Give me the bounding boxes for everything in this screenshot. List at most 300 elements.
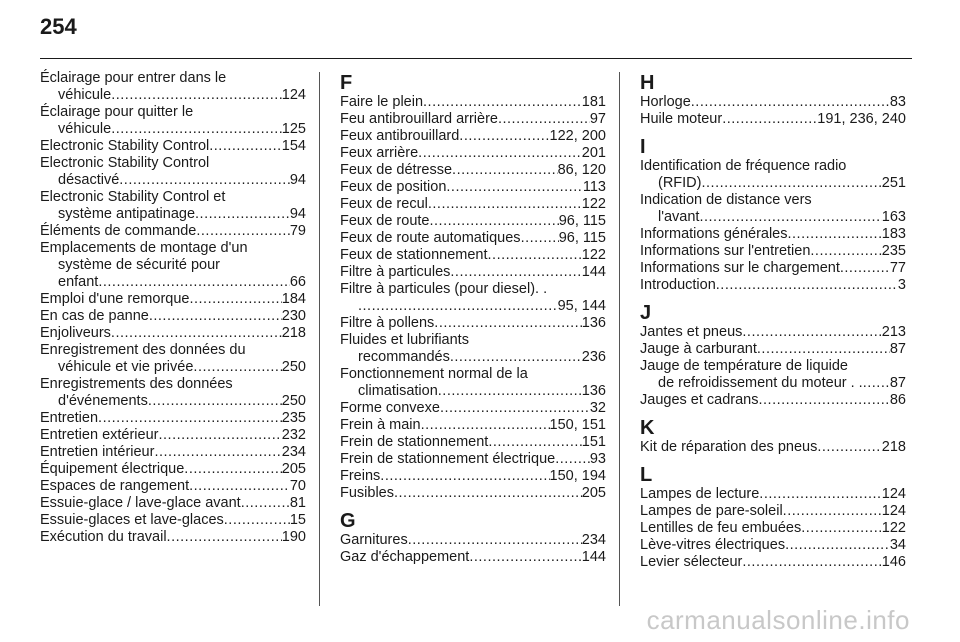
index-entry-pages: 94 bbox=[289, 172, 306, 188]
index-entry-pages: 234 bbox=[581, 532, 606, 548]
dot-leader bbox=[428, 196, 582, 213]
index-entry bbox=[340, 162, 606, 179]
dot-leader bbox=[702, 175, 882, 192]
index-entry-pages: 163 bbox=[881, 209, 906, 225]
index-entry-line bbox=[340, 281, 606, 298]
index-entry-pages: 236 bbox=[581, 349, 606, 365]
index-entry-term: désactivé bbox=[58, 172, 120, 188]
column-divider bbox=[619, 72, 620, 606]
index-entry-term: Informations sur le chargement bbox=[640, 260, 840, 276]
index-entry-line bbox=[340, 400, 606, 417]
index-entry-line bbox=[640, 341, 906, 358]
index-entry-line bbox=[340, 349, 606, 366]
index-entry-term: Fusibles bbox=[340, 485, 394, 501]
index-entry-line bbox=[640, 358, 906, 375]
index-entry-term: Éclairage pour entrer dans le bbox=[40, 70, 227, 86]
dot-leader bbox=[209, 138, 282, 155]
index-entry-term: système antipatinage bbox=[58, 206, 196, 222]
index-entry-term: Kit de réparation des pneus bbox=[640, 439, 818, 455]
index-entry bbox=[340, 281, 606, 315]
index-entry-term: Electronic Stability Control bbox=[40, 138, 210, 154]
index-entry-term: Emploi d'une remorque bbox=[40, 291, 190, 307]
index-entry-line bbox=[40, 376, 306, 393]
dot-leader bbox=[742, 324, 881, 341]
index-entry bbox=[40, 427, 306, 444]
index-entry-pages: 234 bbox=[281, 444, 306, 460]
index-entry-pages: 151 bbox=[581, 434, 606, 450]
index-entry-term: Essuie-glace / lave-glace avant bbox=[40, 495, 241, 511]
dot-leader bbox=[434, 315, 582, 332]
dot-leader bbox=[488, 247, 582, 264]
index-entry-line bbox=[40, 308, 306, 325]
index-entry bbox=[340, 315, 606, 332]
dot-leader bbox=[691, 94, 890, 111]
index-entry-line bbox=[340, 145, 606, 162]
index-entry bbox=[340, 111, 606, 128]
index-entry-line bbox=[640, 554, 906, 571]
index-entry-term: Frein à main bbox=[340, 417, 421, 433]
index-entry-line bbox=[40, 257, 306, 274]
index-entry-pages: 124 bbox=[881, 503, 906, 519]
index-entry-line bbox=[40, 121, 306, 138]
index-entry-term: Frein de stationnement bbox=[340, 434, 489, 450]
index-entry bbox=[40, 189, 306, 223]
dot-leader bbox=[98, 274, 290, 291]
index-entry-term: Exécution du travail bbox=[40, 529, 167, 545]
index-entry bbox=[640, 111, 906, 128]
index-entry-term: Lentilles de feu embuées bbox=[640, 520, 802, 536]
index-entry-term: Identification de fréquence radio bbox=[640, 158, 847, 174]
index-entry-line bbox=[40, 529, 306, 546]
index-entry-line bbox=[40, 495, 306, 512]
index-entry bbox=[340, 264, 606, 281]
index-entry-term: Jauge à carburant bbox=[640, 341, 757, 357]
index-entry-pages: 230 bbox=[281, 308, 306, 324]
index-entry-term: Filtre à pollens bbox=[340, 315, 435, 331]
dot-leader bbox=[817, 439, 881, 456]
index-entry-pages: 150, 151 bbox=[549, 417, 606, 433]
index-entry bbox=[40, 308, 306, 325]
index-entry bbox=[40, 291, 306, 308]
index-entry-term: Informations générales bbox=[640, 226, 788, 242]
index-entry-line bbox=[340, 213, 606, 230]
index-entry-term: véhicule bbox=[58, 87, 112, 103]
dot-leader bbox=[423, 94, 582, 111]
index-entry-pages: 96, 115 bbox=[558, 230, 606, 246]
index-entry-line bbox=[40, 138, 306, 155]
index-entry-line bbox=[340, 549, 606, 566]
index-entry bbox=[340, 434, 606, 451]
dot-leader bbox=[224, 512, 290, 529]
index-entry-pages: 146 bbox=[881, 554, 906, 570]
index-entry-pages: 122, 200 bbox=[549, 128, 606, 144]
index-entry bbox=[340, 145, 606, 162]
index-entry-pages: 250 bbox=[281, 359, 306, 375]
index-entry-term: Gaz d'échappement bbox=[340, 549, 470, 565]
index-entry-line bbox=[340, 196, 606, 213]
index-entry-term: véhicule et vie privée bbox=[58, 359, 194, 375]
index-entry-term: Feu antibrouillard arrière bbox=[340, 111, 498, 127]
index-entry-line bbox=[640, 94, 906, 111]
index-column-3 bbox=[640, 70, 906, 571]
index-entry bbox=[340, 128, 606, 145]
dot-leader bbox=[788, 226, 882, 243]
index-entry-pages: 235 bbox=[881, 243, 906, 259]
index-entry-term: Freins bbox=[340, 468, 381, 484]
index-entry-term: Éclairage pour quitter le bbox=[40, 104, 194, 120]
index-entry-pages: 96, 115 bbox=[558, 213, 606, 229]
index-entry-pages: 191, 236, 240 bbox=[817, 111, 906, 127]
index-entry-term: Emplacements de montage d'un bbox=[40, 240, 248, 256]
dot-leader bbox=[757, 341, 890, 358]
index-entry-line bbox=[640, 243, 906, 260]
index-entry bbox=[640, 520, 906, 537]
index-entry-term: Feux de détresse bbox=[340, 162, 453, 178]
index-entry-pages: 136 bbox=[581, 315, 606, 331]
index-entry-term: Fonctionnement normal de la bbox=[340, 366, 528, 382]
dot-leader bbox=[380, 468, 549, 485]
index-entry bbox=[640, 158, 906, 192]
index-entry bbox=[340, 451, 606, 468]
index-entry bbox=[40, 410, 306, 427]
index-entry-line bbox=[640, 503, 906, 520]
index-entry-term: système de sécurité pour bbox=[58, 257, 220, 273]
section-letter: J bbox=[640, 302, 652, 324]
index-entry-pages: 122 bbox=[881, 520, 906, 536]
index-entry-term: d'événements bbox=[58, 393, 148, 409]
dot-leader bbox=[193, 359, 281, 376]
index-entry-line bbox=[40, 325, 306, 342]
index-entry bbox=[640, 537, 906, 554]
index-entry-term: véhicule bbox=[58, 121, 112, 137]
index-entry bbox=[640, 226, 906, 243]
index-entry-line bbox=[340, 417, 606, 434]
index-entry-term: (RFID) bbox=[658, 175, 702, 191]
index-entry bbox=[640, 486, 906, 503]
index-entry-pages: 94 bbox=[289, 206, 306, 222]
index-entry-line bbox=[340, 111, 606, 128]
dot-leader bbox=[488, 434, 581, 451]
index-entry-line bbox=[640, 439, 906, 456]
index-entry bbox=[40, 444, 306, 461]
index-entry-line bbox=[340, 366, 606, 383]
index-entry bbox=[340, 332, 606, 366]
index-entry-pages: 32 bbox=[589, 400, 606, 416]
index-entry-line bbox=[640, 111, 906, 128]
index-entry-term: Feux antibrouillard bbox=[340, 128, 460, 144]
index-entry bbox=[340, 213, 606, 230]
dot-leader bbox=[189, 478, 290, 495]
index-entry-term: climatisation bbox=[358, 383, 438, 399]
index-entry bbox=[640, 358, 906, 392]
dot-leader bbox=[421, 417, 550, 434]
index-entry-term: l'avant bbox=[658, 209, 700, 225]
dot-leader bbox=[785, 537, 890, 554]
index-entry-term: Entretien bbox=[40, 410, 99, 426]
index-entry-term: Fluides et lubrifiants bbox=[340, 332, 469, 348]
index-entry bbox=[340, 230, 606, 247]
index-entry bbox=[640, 260, 906, 277]
index-entry-line bbox=[640, 324, 906, 341]
index-entry bbox=[40, 223, 306, 240]
index-entry-pages: 66 bbox=[289, 274, 306, 290]
index-entry-term: Jauge de température de liquide bbox=[640, 358, 848, 374]
index-entry-pages: 250 bbox=[281, 393, 306, 409]
index-entry-pages: 77 bbox=[889, 260, 906, 276]
index-entry-term: Feux de stationnement bbox=[340, 247, 488, 263]
index-entry-pages: 70 bbox=[289, 478, 306, 494]
index-entry-term: de refroidissement du moteur . . bbox=[658, 375, 863, 391]
index-entry bbox=[640, 392, 906, 409]
dot-leader bbox=[358, 298, 558, 315]
dot-leader bbox=[418, 145, 582, 162]
index-entry bbox=[340, 247, 606, 264]
dot-leader bbox=[429, 213, 558, 230]
index-entry bbox=[340, 400, 606, 417]
index-entry-line bbox=[340, 247, 606, 264]
index-entry bbox=[40, 342, 306, 376]
index-column-2 bbox=[340, 70, 606, 566]
index-entry bbox=[340, 179, 606, 196]
dot-leader bbox=[119, 172, 290, 189]
index-entry bbox=[340, 485, 606, 502]
page-number: 254 bbox=[40, 14, 77, 39]
index-entry-term: Lève-vitres électriques bbox=[640, 537, 786, 553]
index-entry-line bbox=[640, 192, 906, 209]
index-entry-term: Équipement électrique bbox=[40, 461, 185, 477]
index-entry-term: enfant bbox=[58, 274, 99, 290]
section-letter: K bbox=[640, 417, 655, 439]
index-entry-term: Garnitures bbox=[340, 532, 408, 548]
index-entry bbox=[40, 478, 306, 495]
index-entry bbox=[40, 138, 306, 155]
index-entry-line bbox=[40, 104, 306, 121]
index-entry-pages: 150, 194 bbox=[549, 468, 606, 484]
index-entry-term: Feux de position bbox=[340, 179, 447, 195]
dot-leader bbox=[111, 87, 282, 104]
index-entry-pages: 83 bbox=[889, 94, 906, 110]
dot-leader bbox=[716, 277, 898, 294]
index-entry-line bbox=[340, 383, 606, 400]
index-entry-pages: 86 bbox=[889, 392, 906, 408]
index-entry-pages: 205 bbox=[281, 461, 306, 477]
index-entry-pages: 122 bbox=[581, 247, 606, 263]
index-entry bbox=[340, 94, 606, 111]
index-entry-pages: 87 bbox=[889, 341, 906, 357]
index-entry-term: Electronic Stability Control bbox=[40, 155, 210, 171]
index-entry-term: Filtre à particules (pour diesel). . bbox=[340, 281, 548, 297]
index-entry-term: Lampes de pare-soleil bbox=[640, 503, 783, 519]
index-entry-pages: 218 bbox=[281, 325, 306, 341]
index-entry-pages: 232 bbox=[281, 427, 306, 443]
index-entry bbox=[340, 532, 606, 549]
index-entry-line bbox=[640, 277, 906, 294]
index-entry bbox=[40, 240, 306, 291]
index-entry-pages: 15 bbox=[289, 512, 306, 528]
dot-leader bbox=[154, 444, 281, 461]
index-entry bbox=[340, 468, 606, 485]
dot-leader bbox=[111, 325, 282, 342]
index-entry-term: Faire le plein bbox=[340, 94, 424, 110]
section-letter: H bbox=[640, 72, 655, 94]
index-entry-line bbox=[40, 427, 306, 444]
index-entry-line bbox=[340, 315, 606, 332]
index-entry-term: Feux de route bbox=[340, 213, 430, 229]
index-entry bbox=[640, 554, 906, 571]
header-rule bbox=[40, 58, 912, 59]
dot-leader bbox=[783, 503, 882, 520]
dot-leader bbox=[446, 179, 582, 196]
index-entry-pages: 124 bbox=[281, 87, 306, 103]
index-entry-line bbox=[340, 532, 606, 549]
index-entry-pages: 95, 144 bbox=[557, 298, 606, 314]
index-entry-line bbox=[40, 240, 306, 257]
index-entry bbox=[340, 366, 606, 400]
index-entry bbox=[40, 376, 306, 410]
index-entry-term: Filtre à particules bbox=[340, 264, 451, 280]
index-entry-term: Informations sur l'entretien bbox=[640, 243, 811, 259]
dot-leader bbox=[459, 128, 549, 145]
index-entry-term: Levier sélecteur bbox=[640, 554, 743, 570]
index-entry-term: Electronic Stability Control et bbox=[40, 189, 226, 205]
index-entry-line bbox=[340, 434, 606, 451]
index-entry-pages: 136 bbox=[581, 383, 606, 399]
index-entry-pages: 205 bbox=[581, 485, 606, 501]
index-entry-term: Forme convexe bbox=[340, 400, 440, 416]
dot-leader bbox=[810, 243, 881, 260]
index-entry-term: Jauges et cadrans bbox=[640, 392, 759, 408]
section-letter: G bbox=[340, 510, 356, 532]
dot-leader bbox=[98, 410, 282, 427]
index-entry-line bbox=[40, 223, 306, 240]
section-letter: L bbox=[640, 464, 653, 486]
dot-leader bbox=[450, 264, 581, 281]
index-entry-pages: 122 bbox=[581, 196, 606, 212]
dot-leader bbox=[440, 400, 590, 417]
index-entry-line bbox=[640, 486, 906, 503]
index-entry bbox=[40, 495, 306, 512]
index-entry-line bbox=[340, 162, 606, 179]
dot-leader bbox=[699, 209, 881, 226]
dot-leader bbox=[167, 529, 282, 546]
dot-leader bbox=[840, 260, 890, 277]
index-entry-pages: 218 bbox=[881, 439, 906, 455]
index-entry-line bbox=[40, 444, 306, 461]
index-entry bbox=[40, 529, 306, 546]
index-entry-line bbox=[40, 393, 306, 410]
index-entry bbox=[640, 94, 906, 111]
index-entry-term: Introduction bbox=[640, 277, 716, 293]
dot-leader bbox=[450, 349, 582, 366]
index-entry-term: Indication de distance vers bbox=[640, 192, 812, 208]
index-entry-term: Enregistrement des données du bbox=[40, 342, 246, 358]
index-entry-pages: 93 bbox=[589, 451, 606, 467]
index-entry-term: Éléments de commande bbox=[40, 223, 197, 239]
index-entry-pages: 190 bbox=[281, 529, 306, 545]
index-entry-line bbox=[340, 485, 606, 502]
index-entry bbox=[40, 104, 306, 138]
dot-leader bbox=[801, 520, 882, 537]
index-entry-line bbox=[40, 274, 306, 291]
dot-leader bbox=[158, 427, 281, 444]
index-entry-pages: 184 bbox=[281, 291, 306, 307]
index-entry-pages: 34 bbox=[889, 537, 906, 553]
index-entry bbox=[40, 512, 306, 529]
dot-leader bbox=[394, 485, 582, 502]
index-entry-line bbox=[640, 537, 906, 554]
index-entry-term: Essuie-glaces et lave-glaces bbox=[40, 512, 224, 528]
index-entry-pages: 97 bbox=[589, 111, 606, 127]
index-entry-line bbox=[340, 94, 606, 111]
index-entry bbox=[340, 549, 606, 566]
index-entry-line bbox=[340, 468, 606, 485]
index-entry-term: Entretien extérieur bbox=[40, 427, 159, 443]
index-entry-line bbox=[40, 155, 306, 172]
index-entry-line bbox=[340, 264, 606, 281]
index-entry-term: Lampes de lecture bbox=[640, 486, 760, 502]
index-entry-term: Entretien intérieur bbox=[40, 444, 155, 460]
index-entry-line bbox=[640, 520, 906, 537]
index-entry-line bbox=[40, 87, 306, 104]
index-entry-pages: 154 bbox=[281, 138, 306, 154]
index-entry bbox=[40, 70, 306, 104]
index-entry-term: Enregistrements des données bbox=[40, 376, 233, 392]
index-entry-line bbox=[40, 342, 306, 359]
index-entry bbox=[640, 243, 906, 260]
dot-leader bbox=[722, 111, 817, 128]
section-letter: F bbox=[340, 72, 353, 94]
watermark: carmanualsonline.info bbox=[646, 605, 910, 635]
index-entry-line bbox=[640, 175, 906, 192]
index-entry-pages: 235 bbox=[281, 410, 306, 426]
index-entry-line bbox=[640, 226, 906, 243]
index-entry-term: Espaces de rangement bbox=[40, 478, 190, 494]
index-entry-pages: 144 bbox=[581, 549, 606, 565]
index-entry-pages: 181 bbox=[581, 94, 606, 110]
index-entry-line bbox=[40, 172, 306, 189]
index-entry-line bbox=[340, 230, 606, 247]
dot-leader bbox=[408, 532, 582, 549]
index-entry-line bbox=[40, 461, 306, 478]
dot-leader bbox=[438, 383, 582, 400]
index-entry-line bbox=[340, 451, 606, 468]
section-letter: I bbox=[640, 136, 646, 158]
index-column-1 bbox=[40, 70, 306, 546]
index-entry-pages: 183 bbox=[881, 226, 906, 242]
index-entry-term: Feux de route automatiques bbox=[340, 230, 521, 246]
index-entry-pages: 251 bbox=[881, 175, 906, 191]
dot-leader bbox=[452, 162, 558, 179]
index-entry-pages: 113 bbox=[582, 179, 606, 195]
index-entry-term: Huile moteur bbox=[640, 111, 723, 127]
index-entry-line bbox=[40, 206, 306, 223]
dot-leader bbox=[195, 206, 290, 223]
index-entry-term: Feux de recul bbox=[340, 196, 428, 212]
index-entry-pages: 79 bbox=[289, 223, 306, 239]
dot-leader bbox=[863, 375, 890, 392]
index-entry-line bbox=[340, 179, 606, 196]
dot-leader bbox=[469, 549, 581, 566]
index-entry bbox=[40, 461, 306, 478]
index-entry-line bbox=[640, 209, 906, 226]
index-entry-pages: 81 bbox=[289, 495, 306, 511]
dot-leader bbox=[759, 486, 882, 503]
dot-leader bbox=[184, 461, 282, 478]
index-entry bbox=[640, 277, 906, 294]
index-entry-pages: 213 bbox=[881, 324, 906, 340]
index-entry-line bbox=[640, 158, 906, 175]
index-entry-line bbox=[340, 298, 606, 315]
